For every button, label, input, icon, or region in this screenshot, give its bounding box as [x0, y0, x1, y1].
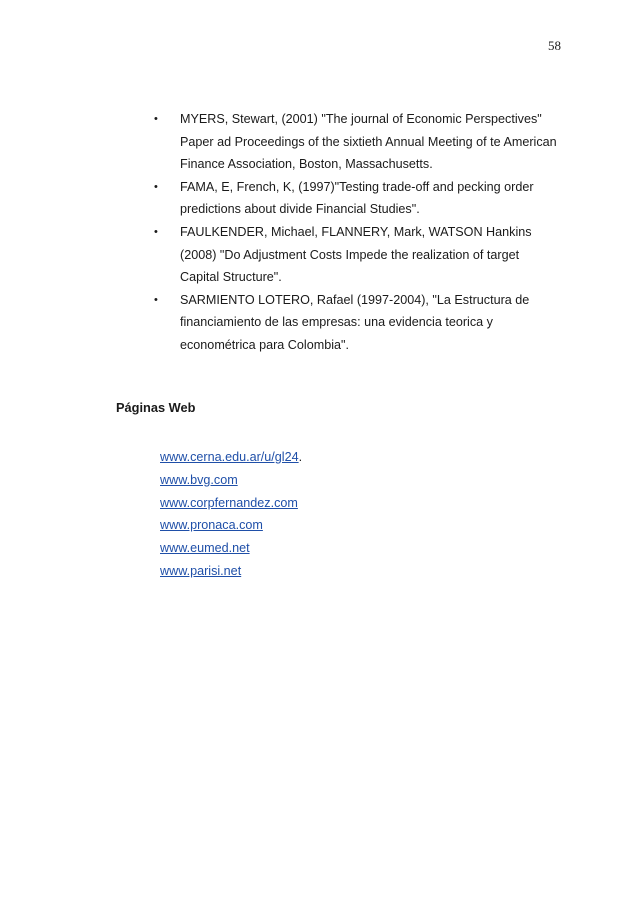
- reference-item: [150, 108, 560, 176]
- link-suffix: .: [298, 450, 303, 464]
- reference-item: [150, 289, 560, 357]
- reference-text: MYERS, Stewart, (2001) "The journal of Economic Perspectives" Paper ad Proceedings of the sixtieth Annual Meeting of te American Finance Association, Boston, Massachusetts.: [180, 112, 557, 172]
- web-link-item: [160, 514, 302, 537]
- web-link-item: [160, 492, 302, 515]
- web-link[interactable]: www.eumed.net: [160, 541, 250, 556]
- web-section-title: Páginas Web: [116, 400, 196, 415]
- bullet-icon: •: [154, 293, 158, 306]
- reference-list: [150, 108, 560, 357]
- bullet-icon: •: [154, 225, 158, 238]
- bullet-icon: •: [154, 180, 158, 193]
- web-link-item: [160, 560, 302, 583]
- web-link-item: [160, 446, 302, 469]
- bullet-icon: •: [154, 113, 158, 125]
- web-link[interactable]: www.cerna.edu.ar/u/gl24: [160, 450, 299, 464]
- web-link[interactable]: www.bvg.com: [160, 472, 238, 487]
- web-link-item: [160, 469, 302, 492]
- reference-text: SARMIENTO LOTERO, Rafael (1997-2004), "La Estructura de financiamiento de las empresas: una evidencia teorica y econométrica para Colombia".: [180, 292, 530, 352]
- web-link[interactable]: www.pronaca.com: [160, 518, 263, 533]
- reference-item: [150, 176, 560, 221]
- reference-item: [150, 221, 560, 289]
- reference-text: FAULKENDER, Michael, FLANNERY, Mark, WATSON Hankins (2008) "Do Adjustment Costs Impede the realization of target Capital Structure".: [180, 224, 532, 285]
- reference-text: FAMA, E, French, K, (1997)"Testing trade-off and pecking order predictions about divide Financial Studies".: [180, 179, 534, 217]
- page-number: 58: [548, 38, 561, 53]
- web-link[interactable]: www.parisi.net: [160, 563, 242, 578]
- web-link-item: [160, 537, 302, 560]
- web-link[interactable]: www.corpfernandez.com: [160, 495, 298, 510]
- web-link-list: [160, 446, 302, 583]
